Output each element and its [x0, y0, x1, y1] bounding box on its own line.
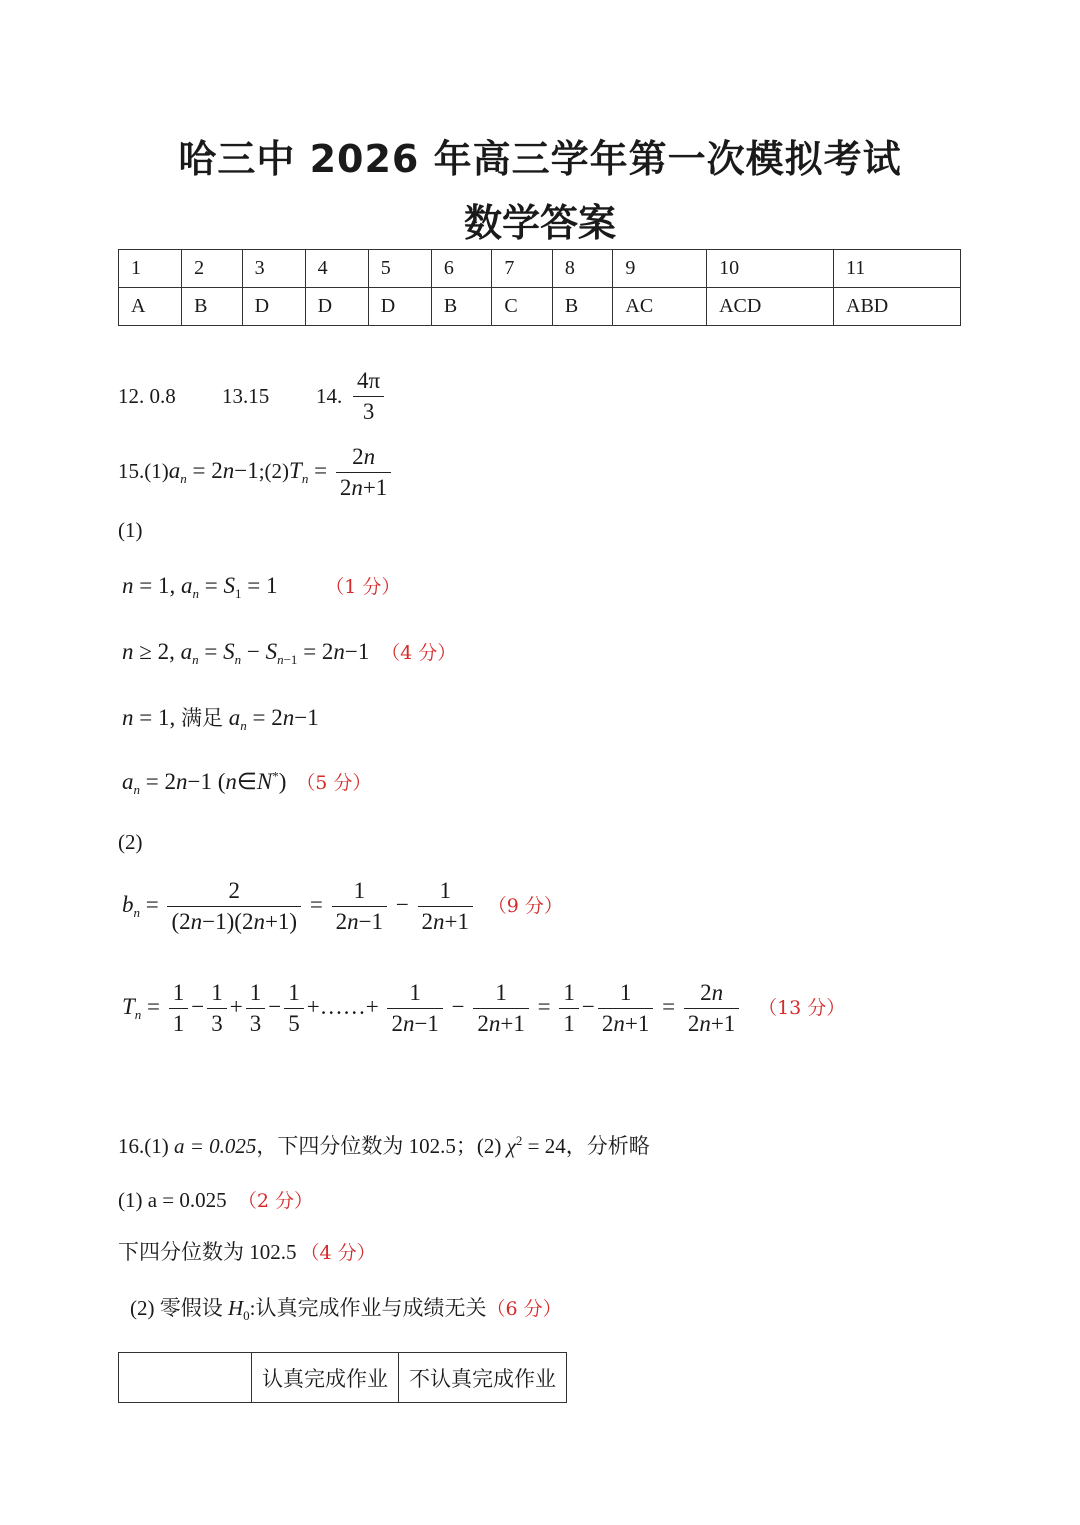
- q15-summary-part2: ;(2): [258, 459, 290, 484]
- score-badge: （4 分）: [300, 1242, 376, 1264]
- q16-line-2: [118, 1236, 376, 1266]
- table-cell: 1: [119, 250, 182, 288]
- table-cell: AC: [613, 288, 707, 326]
- q16-line-1: [118, 1186, 313, 1213]
- q15-step-2: n ≥ 2, $a_n = S_n - S_{n-1} = 2n-1$ （4 分）: [122, 639, 457, 667]
- score-badge: （13 分）: [758, 997, 846, 1020]
- q16-summary-chi: = 24，分析略: [527, 1134, 650, 1158]
- table-cell: B: [552, 288, 613, 326]
- q15-step-3: n = 1, 满足 $a_n = 2n-1$: [122, 705, 319, 733]
- q15-step-1: n = 1, $a_n = S_1 = 1$ （1 分）: [122, 573, 401, 601]
- answer-table-numbers-row: [119, 250, 961, 288]
- page-title: 哈三中 2026 年高三学年第一次模拟考试: [178, 137, 902, 181]
- answer-table-answers-row: [119, 288, 961, 326]
- table-cell: D: [305, 288, 368, 326]
- table-cell: B: [182, 288, 243, 326]
- table-cell: D: [242, 288, 305, 326]
- table-cell: 8: [552, 250, 613, 288]
- q15-step-6: $T_n$ = $\frac{1}{1}$ − $\frac{1}{3}$ + $\frac{1}{3}$ − $\frac{1}{5}$ +……+ $\frac{1}{2n-1}$ − $\frac{1}{2n+1}$ = $\frac{1}{1}$ − $\frac{1}{2n+1}$ = $\frac{2n}{2n+1}$ （13 分）: [122, 980, 846, 1037]
- table-cell: B: [431, 288, 492, 326]
- q15-step-3-text: 满足: [180, 706, 223, 730]
- q15-part2-label: (2): [118, 830, 143, 854]
- table-cell: 4: [305, 250, 368, 288]
- answer-14-fraction: [350, 368, 387, 426]
- contingency-table: [118, 1352, 567, 1403]
- table-cell: 认真完成作业: [252, 1353, 399, 1403]
- q16-line-2-text: 下四分位数为 102.5: [118, 1240, 297, 1264]
- q16-line-3: (2) 零假设 $H_0$:认真完成作业与成绩无关（6 分）: [130, 1296, 562, 1323]
- table-cell: 3: [242, 250, 305, 288]
- score-badge: （1 分）: [325, 576, 401, 598]
- score-badge: （4 分）: [381, 642, 457, 664]
- q15-step-5: $b_n$ = $\frac{2}{(2n-1)(2n+1)}$ = $\frac{1}{2n-1}$ − $\frac{1}{2n+1}$ （9 分）: [122, 878, 563, 935]
- answer-13: 13.15: [222, 384, 270, 408]
- table-cell: 11: [834, 250, 961, 288]
- score-badge: （9 分）: [487, 895, 563, 918]
- q15-part1-label: (1): [118, 518, 143, 542]
- answer-14-label: 14.: [316, 384, 343, 408]
- table-cell: [119, 1353, 252, 1403]
- q16-line-1-text: (1) a = 0.025: [118, 1188, 227, 1212]
- score-badge: （2 分）: [237, 1190, 314, 1212]
- table-cell: D: [368, 288, 431, 326]
- q16-summary-quartile: ，下四分位数为 102.5；(2): [256, 1134, 502, 1158]
- fraction-numerator: 4π: [353, 368, 384, 397]
- q15-step-4: $a_n = 2n-1$ (n∈N*) （5 分）: [122, 768, 372, 797]
- answer-table: [118, 249, 961, 326]
- table-cell: ACD: [707, 288, 834, 326]
- table-cell: ABD: [834, 288, 961, 326]
- q16-line-3-prefix: (2) 零假设: [130, 1296, 223, 1320]
- q16-summary-a: a = 0.025: [174, 1134, 257, 1158]
- table-cell: C: [492, 288, 553, 326]
- table-cell: A: [119, 288, 182, 326]
- q16-summary-prefix: 16.(1): [118, 1134, 169, 1158]
- answer-12: 12. 0.8: [118, 384, 176, 408]
- q16-summary: 16.(1) a = 0.025，下四分位数为 102.5；(2) $\chi^2 = 24$，分析略: [118, 1133, 650, 1158]
- q16-line-3-text: :认真完成作业与成绩无关: [249, 1296, 487, 1320]
- table-cell: 10: [707, 250, 834, 288]
- page-subtitle: 数学答案: [463, 200, 616, 245]
- fraction-denominator: 3: [362, 399, 375, 425]
- table-cell: 6: [431, 250, 492, 288]
- table-cell: 7: [492, 250, 553, 288]
- table-cell: 2: [182, 250, 243, 288]
- q15-summary: $15.(1)a_n$ = $2n-1;(2)T_n$ = $\frac{2n}{2n+1}$: [118, 444, 394, 502]
- score-badge: （6 分）: [486, 1298, 562, 1320]
- score-badge: （5 分）: [296, 772, 372, 794]
- table-row: [119, 1353, 567, 1403]
- table-cell: 5: [368, 250, 431, 288]
- q15-summary-prefix: 15.(1): [118, 459, 169, 484]
- table-cell: 不认真完成作业: [399, 1353, 567, 1403]
- table-cell: 9: [613, 250, 707, 288]
